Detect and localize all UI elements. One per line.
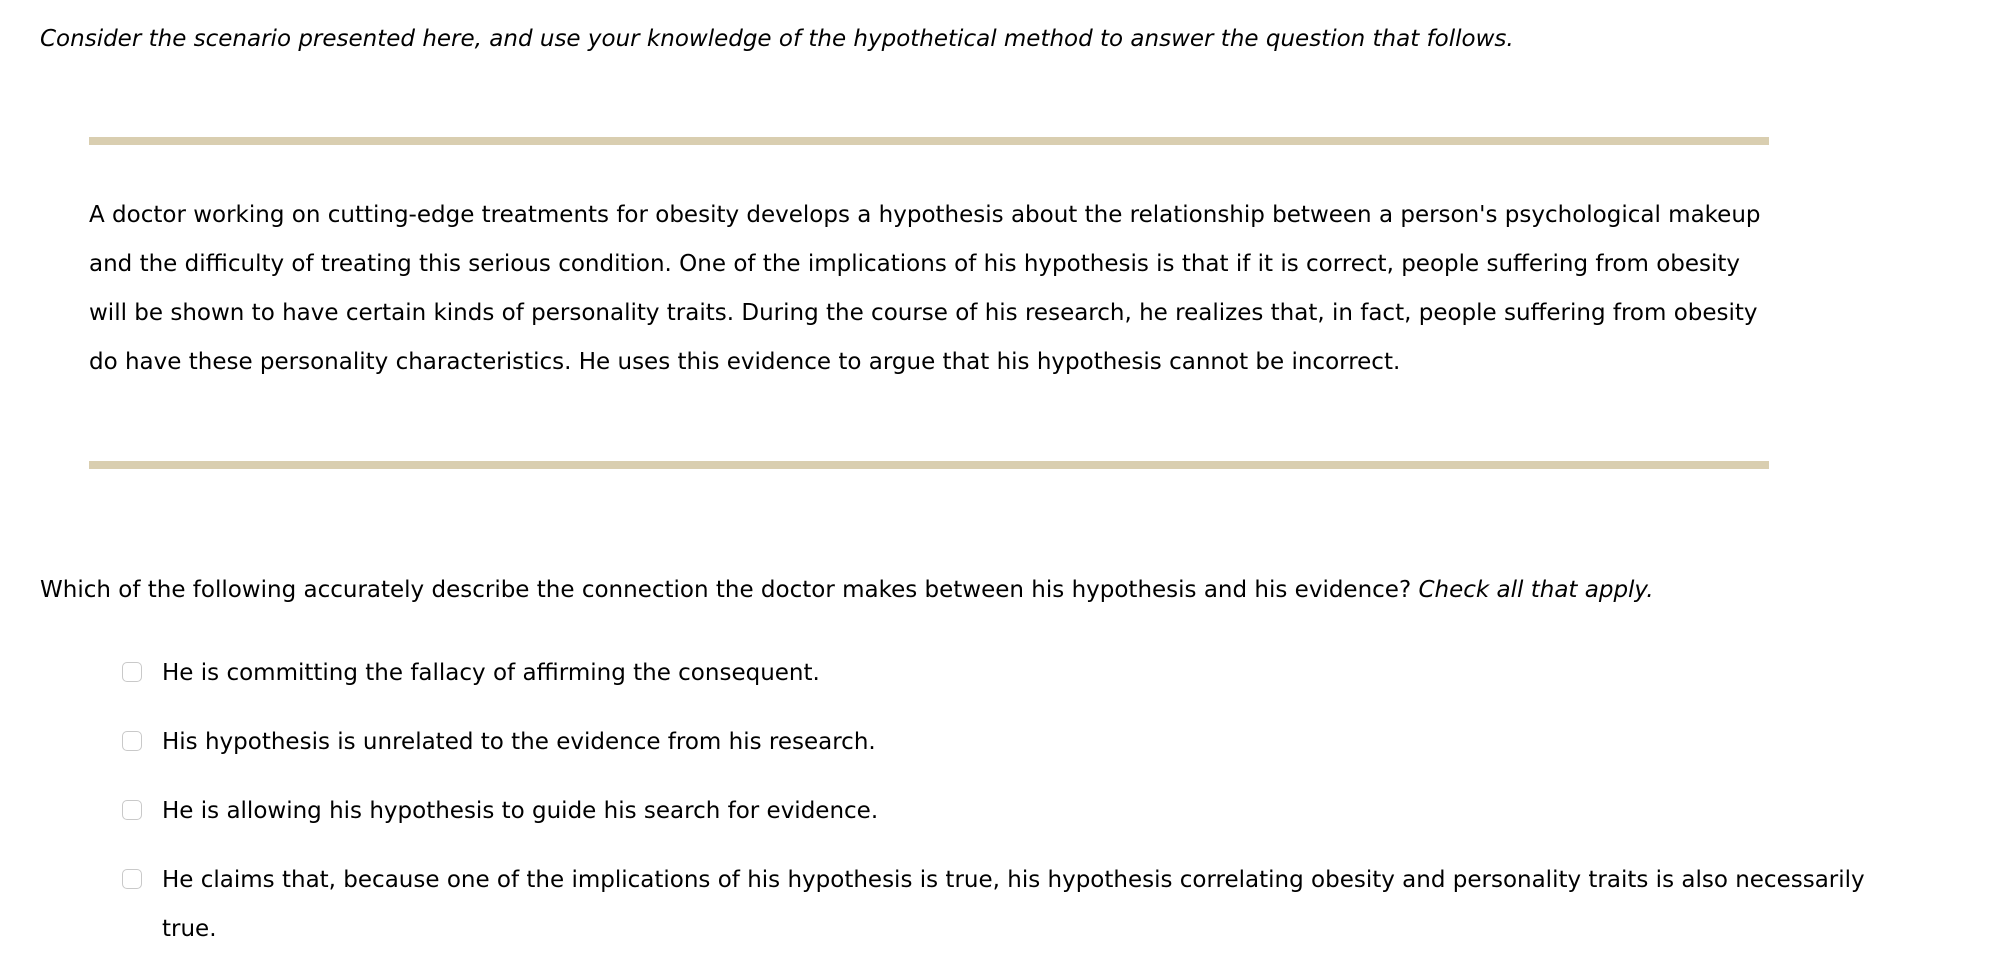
option-3-checkbox[interactable] [122,800,142,820]
answer-options [122,649,1882,974]
option-4[interactable] [122,856,1882,954]
question-text: Which of the following accurately describe the connection the doctor makes between his hypothesis and his evidence? [40,577,1412,603]
option-4-checkbox[interactable] [122,869,142,889]
question-prompt [40,566,1654,615]
option-3-label[interactable]: He is allowing his hypothesis to guide his search for evidence. [162,798,879,824]
option-1[interactable] [122,649,1882,698]
option-2-label[interactable]: His hypothesis is unrelated to the evidence from his research. [162,729,876,755]
question-hint: Check all that apply. [1418,577,1654,603]
instructions-text: Consider the scenario presented here, and use your knowledge of the hypothetical method to answer the question that follows. [40,26,1514,52]
option-1-checkbox[interactable] [122,662,142,682]
option-1-label[interactable]: He is committing the fallacy of affirming the consequent. [162,660,820,686]
option-2-checkbox[interactable] [122,731,142,751]
option-2[interactable] [122,718,1882,767]
option-3[interactable] [122,787,1882,836]
option-4-label[interactable]: He claims that, because one of the implications of his hypothesis is true, his hypothesis correlating obesity and personality traits is also necessarily true. [162,867,1865,942]
scenario-box [89,137,1769,469]
scenario-text: A doctor working on cutting-edge treatments for obesity develops a hypothesis about the relationship between a person's psychological makeup and the difficulty of treating this serious condition. One of the implications of his hypothesis is that if it is correct, people suffering from obesity will be shown to have certain kinds of personality traits. During the course of his research, he realizes that, in fact, people suffering from obesity do have these personality characteristics. He uses this evidence to argue that his hypothesis cannot be incorrect. [89,202,1761,375]
